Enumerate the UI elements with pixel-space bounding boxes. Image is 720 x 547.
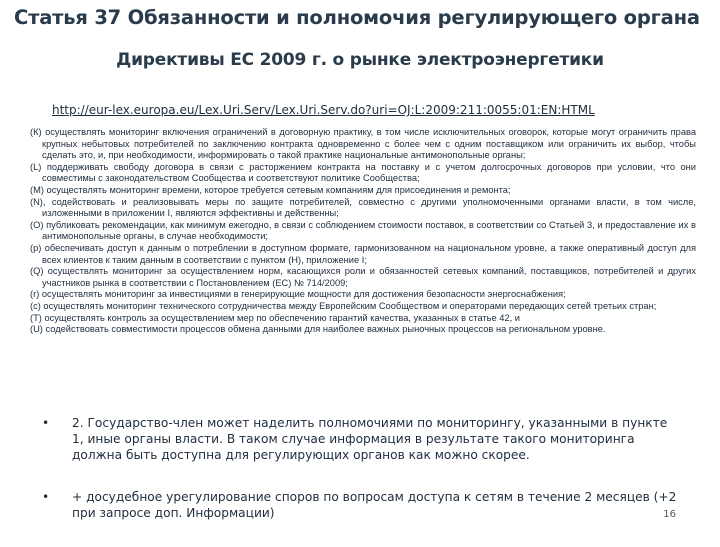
clause-t: (T) осуществлять контроль за осуществлением мер по обеспечению гарантий качества, указанных в статье 42, и [30, 312, 520, 323]
clause-m: (M) осуществлять мониторинг времени, которое требуется сетевым компаниям для присоединения и ремонта; [30, 184, 511, 195]
directive-url-link[interactable]: http://eur-lex.europa.eu/Lex.Uri.Serv/Lex.Uri.Serv.do?uri=OJ:L:2009:211:0055:01:EN:HTML [52, 103, 595, 117]
clause-n: (N), содействовать и реализовывать меры по защите потребителей, совместно с другими уполномоченными органами власти, в том числе, изложенными в приложении I, являются эффективны и действенны; [30, 196, 696, 219]
clause-s: (с) осуществлять мониторинг технического сотрудничества между Европейским Сообществом и операторами передающих сетей третьих стран; [30, 300, 657, 311]
slide-subtitle: Директивы ЕС 2009 г. о рынке электроэнергетики [116, 50, 604, 70]
bullet-item [42, 489, 678, 521]
clause-q: (Q) осуществлять мониторинг за осуществлением норм, касающихся роли и обязанностей сетевых компаний, поставщиков, потребителей и других участников рынка в соответствии с Постановлением (ЕС) № 714/2009; [30, 266, 696, 288]
bullet-text: + досудебное урегулирование споров по вопросам доступа к сетям в течение 2 месяцев (+2 при запросе доп. Информации) [72, 490, 677, 520]
slide-title: Статья 37 Обязанности и полномочия регулирующего органа [14, 6, 700, 29]
clause-u: (U) содействовать совместимости процессов обмена данными для наиболее важных рыночных процессов на региональном уровне. [30, 324, 606, 335]
page-number: 16 [663, 509, 676, 520]
clause-o: (О) публиковать рекомендации, как минимум ежегодно, в связи с соблюдением стоимости поставок, в соответствии со Статьей 3, и предоставление их в антимонопольные органы, в случае необходимости; [30, 219, 696, 242]
bullet-marker: • [42, 416, 50, 430]
bullet-item [42, 415, 678, 463]
bullet-text: 2. Государство-член может наделить полномочиями по мониторингу, указанными в пункте 1, иные органы власти. В таком случае информация в результате такого мониторинга должна быть доступна для регулирующих органов как можно скорее. [72, 416, 668, 462]
bullet-list [42, 415, 678, 547]
clause-list [30, 127, 696, 336]
clause-p: (р) обеспечивать доступ к данным о потреблении в доступном формате, гармонизованном на национальном уровне, а также оперативный доступ для всех клиентов к таким данным в соответствии с пунктом (H), приложение I; [30, 242, 696, 265]
clause-l: (L) поддерживать свободу договора в связи с расторжением контракта на поставку и с учетом долгосрочных договоров при условии, что они совместимы с законодательством Сообщества и соответствуют политике Сообщества; [30, 161, 696, 184]
clause-k: (К) осуществлять мониторинг включения ограничений в договорную практику, в том числе исключительных оговорок, которые могут ограничить права крупных небытовых потребителей по заключению контракта одновременно с более чем с одним поставщиком или ограничить их выбор, чтобы сделать это, и, при необходимости, информировать о такой практике национальные антимонопольные органы; [30, 127, 696, 161]
bullet-marker: • [42, 490, 50, 504]
clause-r: (r) осуществлять мониторинг за инвестициями в генерирующие мощности для достижения безопасности энергоснабжения; [30, 289, 566, 300]
